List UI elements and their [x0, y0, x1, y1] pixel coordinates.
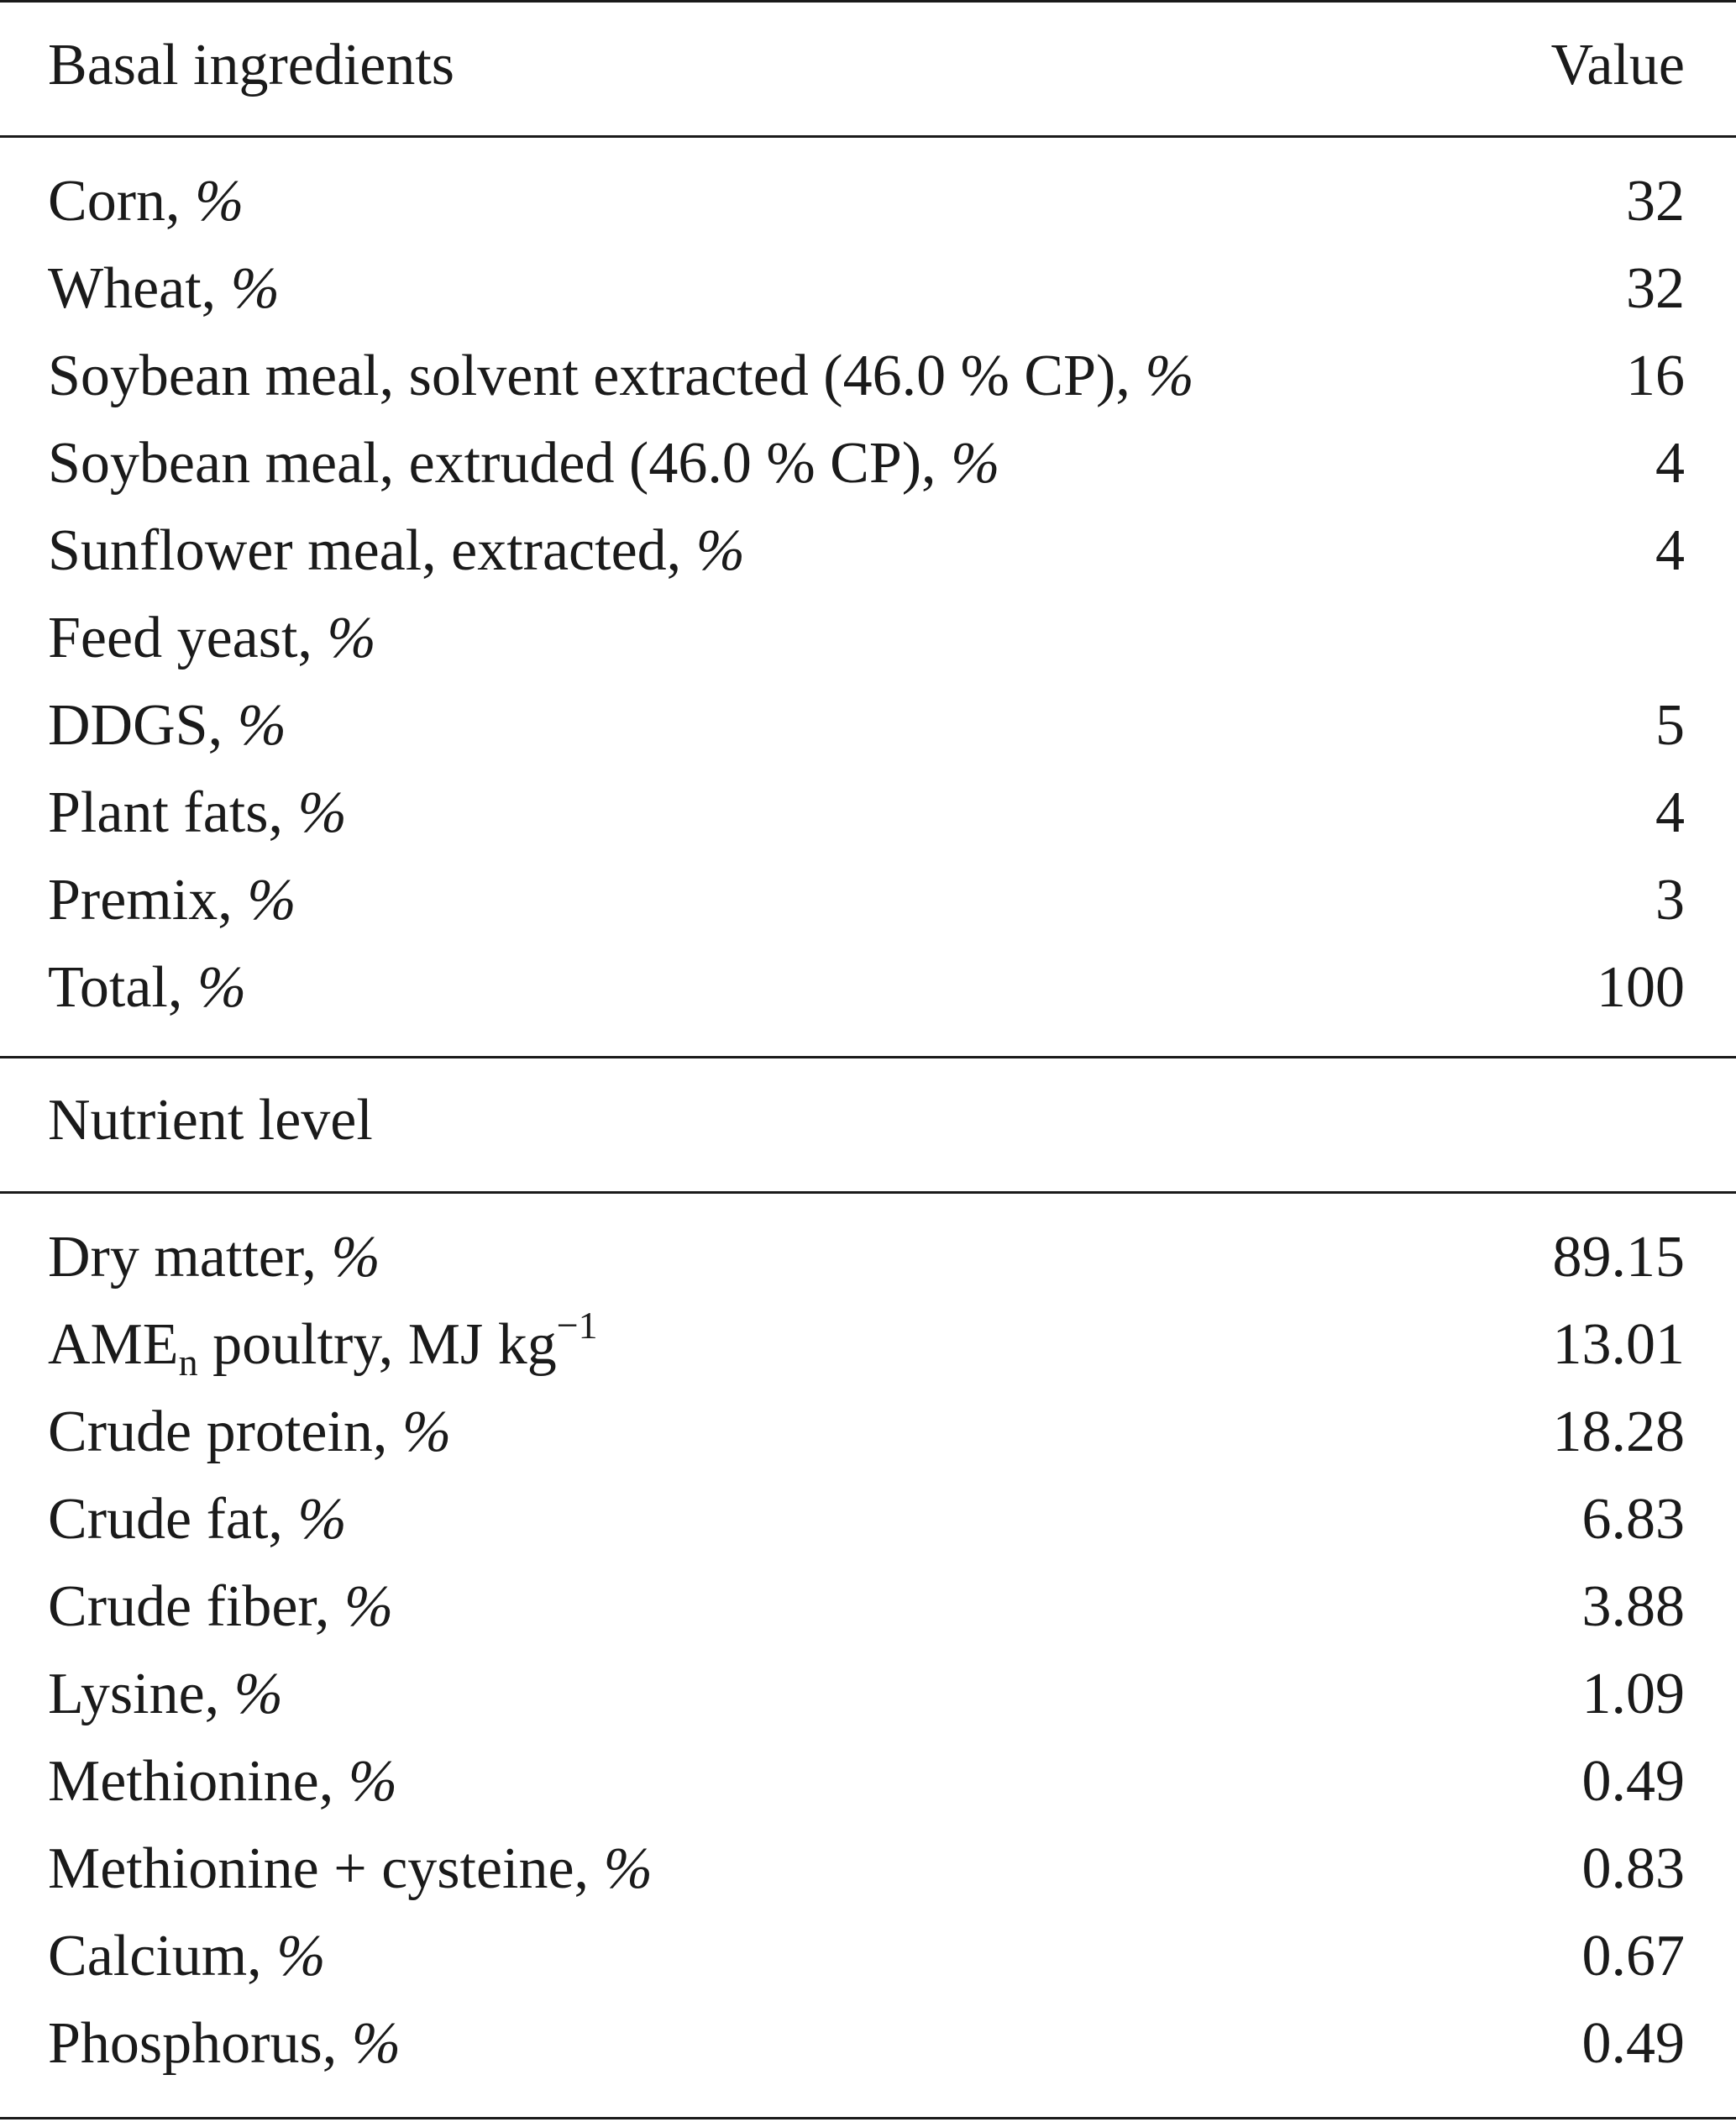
row-unit: % [951, 431, 1000, 496]
row-label: Wheat, [48, 256, 231, 321]
row-label: Crude protein, [48, 1400, 402, 1464]
nutrient-header-label: Nutrient level [48, 1088, 373, 1153]
row-unit: % [233, 1662, 283, 1726]
row-label-rest: poultry, MJ kg [197, 1312, 557, 1377]
row-label: Corn, [48, 169, 195, 234]
row-unit: % [237, 693, 286, 758]
table-row [0, 1913, 1736, 2000]
table-row [0, 857, 1736, 944]
row-label: Methionine + cysteine, [48, 1836, 604, 1901]
row-unit: % [276, 1924, 326, 1988]
top-rule [0, 0, 1736, 3]
row-label: Premix, [48, 868, 248, 932]
row-unit: % [603, 1836, 653, 1901]
row-unit: % [247, 868, 296, 932]
row-unit: % [195, 169, 244, 234]
row-unit: % [230, 256, 280, 321]
row-value: 18.28 [1552, 1400, 1685, 1464]
row-label: Soybean meal, extruded (46.0 % CP), [48, 431, 952, 496]
row-value: 32 [1626, 256, 1685, 321]
row-unit: % [1145, 344, 1194, 408]
row-label: Dry matter, [48, 1225, 332, 1289]
row-unit: % [297, 1487, 347, 1552]
row-value: 100 [1597, 955, 1685, 1020]
bottom-rule [0, 2117, 1736, 2119]
table-row [0, 1651, 1736, 1738]
header-label: Basal ingredients [48, 33, 455, 97]
table-row [0, 420, 1736, 507]
table-row [0, 1825, 1736, 1913]
row-value: 4 [1655, 431, 1685, 496]
header-rule [0, 135, 1736, 138]
table-row [0, 158, 1736, 245]
table-row [0, 1214, 1736, 1301]
row-value: 3.88 [1581, 1574, 1685, 1639]
table-row [0, 245, 1736, 333]
nutrient-header-row [0, 1077, 1736, 1164]
row-unit: % [331, 1225, 380, 1289]
section-rule [0, 1056, 1736, 1058]
row-value: 0.49 [1581, 1749, 1685, 1814]
row-label: DDGS, [48, 693, 238, 758]
row-value: 4 [1655, 780, 1685, 845]
row-unit: % [344, 1574, 394, 1639]
row-label: Crude fiber, [48, 1574, 344, 1639]
row-label-subscript: n [178, 1341, 198, 1384]
nutrient-header-rule [0, 1191, 1736, 1194]
row-value: 32 [1626, 169, 1685, 234]
table-row [0, 1301, 1736, 1389]
row-value: 0.83 [1581, 1836, 1685, 1901]
row-value: 16 [1626, 344, 1685, 408]
table-row [0, 1563, 1736, 1651]
row-value: 89.15 [1552, 1225, 1685, 1289]
row-unit: % [348, 1749, 398, 1814]
row-value: 13.01 [1552, 1312, 1685, 1377]
row-value: 1.09 [1581, 1662, 1685, 1726]
row-label-superscript: −1 [556, 1304, 598, 1347]
row-label: Phosphorus, [48, 2011, 352, 2076]
row-value: 0.49 [1581, 2011, 1685, 2076]
row-label: Plant fats, [48, 780, 298, 845]
row-label: Calcium, [48, 1924, 277, 1988]
table-row [0, 682, 1736, 769]
table-row [0, 1476, 1736, 1563]
header-value: Value [1550, 33, 1685, 97]
row-value: 0.67 [1581, 1924, 1685, 1988]
row-unit: % [327, 606, 376, 670]
header-row [0, 22, 1736, 109]
table-row [0, 507, 1736, 595]
row-label: Feed yeast, [48, 606, 328, 670]
row-label: Sunflower meal, extracted, [48, 518, 696, 583]
row-label: Crude fat, [48, 1487, 298, 1552]
row-value: 5 [1655, 693, 1685, 758]
table-row [0, 595, 1736, 682]
row-unit: % [351, 2011, 401, 2076]
row-label: Methionine, [48, 1749, 349, 1814]
row-value: 3 [1655, 868, 1685, 932]
row-label: Soybean meal, solvent extracted (46.0 % CP), [48, 344, 1146, 408]
row-unit: % [197, 955, 247, 1020]
row-value: 6.83 [1581, 1487, 1685, 1552]
table-row [0, 1738, 1736, 1825]
row-unit: % [401, 1400, 452, 1464]
row-label-main: AME [48, 1312, 179, 1377]
row-unit: % [297, 780, 347, 845]
table-row [0, 769, 1736, 857]
table-row [0, 2000, 1736, 2088]
row-label: Lysine, [48, 1662, 234, 1726]
table-row [0, 333, 1736, 420]
row-unit: % [695, 518, 745, 583]
table-row [0, 944, 1736, 1032]
row-label: Total, [48, 955, 197, 1020]
table-row [0, 1389, 1736, 1476]
row-value: 4 [1655, 518, 1685, 583]
